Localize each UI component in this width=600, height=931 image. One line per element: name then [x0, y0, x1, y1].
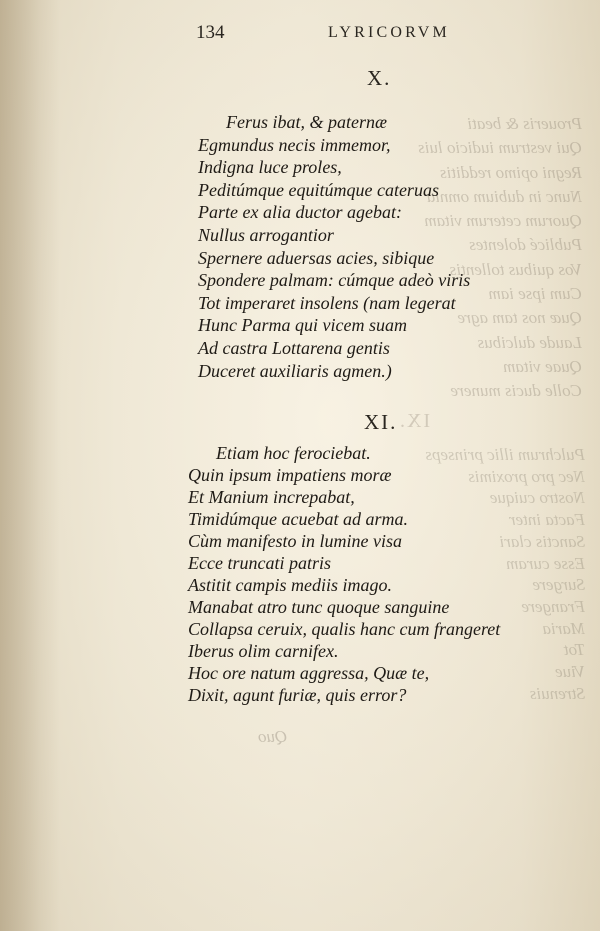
poem-title-x: X. — [367, 66, 392, 90]
verse-line: Peditúmque equitúmque cateruas — [198, 179, 439, 200]
verse-line: Spernere aduersas acies, sibique — [198, 247, 435, 268]
bleed-through-catchword: Quo — [258, 727, 288, 746]
page-gutter-shadow — [0, 0, 60, 931]
verse-line: Dixit, agunt furiæ, quis error? — [188, 685, 407, 705]
verse-line: Astitit campis mediis imago. — [188, 575, 392, 595]
verse-line: Et Manium increpabat, — [188, 487, 355, 507]
verse-line: Hunc Parma qui vicem suam — [198, 315, 407, 336]
verse-line: Hoc ore natum aggressa, Quæ te, — [188, 663, 430, 683]
verse-line: Iberus olim carnifex. — [188, 641, 339, 661]
poem-xi-lines — [188, 442, 500, 706]
verse-line: Ecce truncati patris — [188, 553, 331, 573]
bleed-through-title: IX. — [398, 410, 431, 432]
verse-line: Collapsa ceruix, qualis hanc cum frangeret — [188, 619, 501, 639]
verse-line: Tot imperaret insolens (nam legerat — [198, 292, 456, 313]
bleed-through-text-2: Pulchrum illic prinseps Nec pro proximis Nostro cuique Facta inter Sanctis clari Esse curam Surgere Frangere Maria Tot Viue Strenuis — [425, 445, 585, 703]
verse-line: Duceret auxiliaris agmen.) — [198, 360, 392, 381]
verse-line: Etiam hoc ferociebat. — [216, 443, 371, 463]
verse-line: Egmundus necis immemor, — [198, 134, 391, 155]
verse-line: Nullus arrogantior — [198, 224, 334, 245]
poem-title-xi: XI. — [364, 410, 398, 434]
verse-line: Indigna luce proles, — [198, 157, 342, 178]
verse-line: Ferus ibat, & paternæ — [226, 112, 387, 132]
running-head: LYRICORVM — [328, 24, 450, 41]
page-number: 134 — [196, 22, 225, 43]
verse-line: Timidúmque acuebat ad arma. — [188, 509, 408, 529]
verse-line: Quin ipsum impatiens moræ — [188, 465, 392, 485]
verse-line: Parte ex alia ductor agebat: — [198, 202, 402, 223]
verse-line: Ad castra Lottarena gentis — [198, 337, 390, 358]
verse-line: Manabat atro tunc quoque sanguine — [188, 597, 450, 617]
verse-line: Cùm manifesto in lumine visa — [188, 531, 402, 551]
verse-line: Spondere palmam: cúmque adeò viris — [198, 270, 471, 291]
poem-x-lines — [198, 111, 470, 382]
bleed-through-text: Proueris & beati Qui vestrum iudicio luis Regni opimo redditis Nunc in dubium omnia Quorum ceterum vitam Publicé dolentes Vos quibus tollentis Cum ipse iam Quæ nos tam agre Laude dulcibus Quae vitam Colle ducis munere — [418, 114, 582, 401]
